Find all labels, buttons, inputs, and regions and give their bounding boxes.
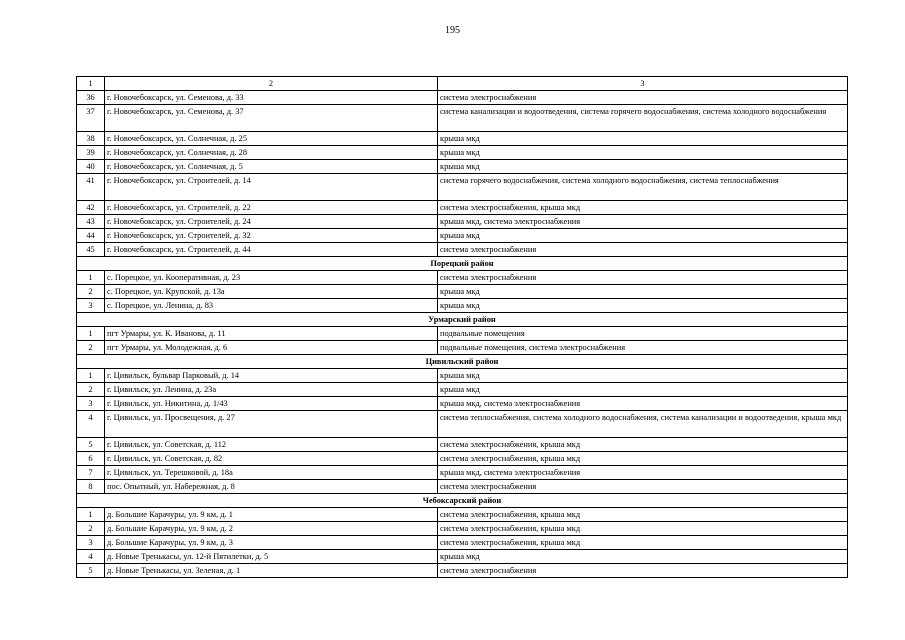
row-systems: крыша мкд, система электроснабжения <box>438 397 848 411</box>
row-systems: система электроснабжения, крыша мкд <box>438 536 848 550</box>
table-row <box>77 397 848 411</box>
table-row <box>77 105 848 132</box>
row-address: д. Новые Тренькасы, ул. 12-й Пятилетки, д. 5 <box>105 550 438 564</box>
row-number: 41 <box>77 174 105 201</box>
table-row <box>77 299 848 313</box>
row-systems: система теплоснабжения, система холодного водоснабжения, система канализации и водоотведения, крыша мкд <box>438 411 848 438</box>
row-systems: крыша мкд, система электроснабжения <box>438 466 848 480</box>
row-address: д. Большие Карачуры, ул. 9 км, д. 1 <box>105 508 438 522</box>
row-systems: система электроснабжения <box>438 271 848 285</box>
district-name: Чебоксарский район <box>77 494 848 508</box>
row-number: 7 <box>77 466 105 480</box>
table-row <box>77 243 848 257</box>
row-address: д. Большие Карачуры, ул. 9 км, д. 2 <box>105 522 438 536</box>
row-number: 2 <box>77 341 105 355</box>
row-address: г. Новочебоксарск, ул. Строителей, д. 44 <box>105 243 438 257</box>
row-systems: система канализации и водоотведения, система горячего водоснабжения, система холодного водоснабжения <box>438 105 848 132</box>
row-address: с. Порецкое, ул. Ленина, д. 83 <box>105 299 438 313</box>
table-row <box>77 438 848 452</box>
row-number: 1 <box>77 327 105 341</box>
row-systems: крыша мкд, система электроснабжения <box>438 215 848 229</box>
header-col-address: 2 <box>105 77 438 91</box>
building-table <box>76 76 848 578</box>
row-address: г. Цивильск, ул. Ленина, д. 23а <box>105 383 438 397</box>
table-row <box>77 91 848 105</box>
row-systems: крыша мкд <box>438 550 848 564</box>
row-systems: система электроснабжения, крыша мкд <box>438 452 848 466</box>
table-row <box>77 146 848 160</box>
row-systems: крыша мкд <box>438 160 848 174</box>
row-number: 2 <box>77 383 105 397</box>
row-address: г. Цивильск, ул. Никитина, д. 1/43 <box>105 397 438 411</box>
district-name: Урмарский район <box>77 313 848 327</box>
row-number: 4 <box>77 411 105 438</box>
row-number: 1 <box>77 369 105 383</box>
row-number: 5 <box>77 564 105 578</box>
row-address: г. Новочебоксарск, ул. Солнечная, д. 25 <box>105 132 438 146</box>
row-number: 44 <box>77 229 105 243</box>
row-systems: подвальные помещения, система электроснабжения <box>438 341 848 355</box>
table-row <box>77 215 848 229</box>
table-row <box>77 174 848 201</box>
table-row <box>77 522 848 536</box>
row-number: 40 <box>77 160 105 174</box>
table-row <box>77 271 848 285</box>
row-systems: система горячего водоснабжения, система холодного водоснабжения, система теплоснабжения <box>438 174 848 201</box>
row-address: пос. Опытный, ул. Набережная, д. 8 <box>105 480 438 494</box>
table-row <box>77 480 848 494</box>
row-address: г. Новочебоксарск, ул. Семенова, д. 37 <box>105 105 438 132</box>
row-number: 38 <box>77 132 105 146</box>
header-col-number: 1 <box>77 77 105 91</box>
row-systems: крыша мкд <box>438 132 848 146</box>
row-address: д. Новые Тренькасы, ул. Зеленая, д. 1 <box>105 564 438 578</box>
row-address: г. Новочебоксарск, ул. Строителей, д. 22 <box>105 201 438 215</box>
table-row <box>77 466 848 480</box>
row-systems: система электроснабжения <box>438 243 848 257</box>
row-number: 3 <box>77 536 105 550</box>
district-header-row <box>77 355 848 369</box>
row-address: г. Цивильск, ул. Советская, д. 82 <box>105 452 438 466</box>
row-systems: система электроснабжения, крыша мкд <box>438 201 848 215</box>
row-address: г. Новочебоксарск, ул. Строителей, д. 14 <box>105 174 438 201</box>
table-row <box>77 341 848 355</box>
table-row <box>77 327 848 341</box>
table-body <box>77 77 848 578</box>
row-systems: крыша мкд <box>438 299 848 313</box>
row-number: 2 <box>77 285 105 299</box>
row-systems: система электроснабжения, крыша мкд <box>438 438 848 452</box>
row-number: 45 <box>77 243 105 257</box>
row-address: г. Новочебоксарск, ул. Строителей, д. 32 <box>105 229 438 243</box>
district-header-row <box>77 257 848 271</box>
table-header-row <box>77 77 848 91</box>
district-header-row <box>77 494 848 508</box>
row-systems: система электроснабжения, крыша мкд <box>438 508 848 522</box>
row-number: 6 <box>77 452 105 466</box>
row-number: 1 <box>77 508 105 522</box>
row-number: 3 <box>77 397 105 411</box>
row-number: 43 <box>77 215 105 229</box>
row-number: 39 <box>77 146 105 160</box>
row-address: г. Цивильск, ул. Советская, д. 112 <box>105 438 438 452</box>
row-systems: система электроснабжения <box>438 91 848 105</box>
row-systems: система электроснабжения <box>438 564 848 578</box>
table-row <box>77 229 848 243</box>
page-number: 195 <box>445 25 460 36</box>
row-systems: крыша мкд <box>438 229 848 243</box>
table-row <box>77 383 848 397</box>
row-address: г. Новочебоксарск, ул. Строителей, д. 24 <box>105 215 438 229</box>
table-row <box>77 564 848 578</box>
row-number: 36 <box>77 91 105 105</box>
row-address: пгт Урмары, ул. К. Иванова, д. 11 <box>105 327 438 341</box>
table-row <box>77 132 848 146</box>
row-number: 5 <box>77 438 105 452</box>
row-systems: система электроснабжения <box>438 480 848 494</box>
row-number: 4 <box>77 550 105 564</box>
district-name: Цивильский район <box>77 355 848 369</box>
table-row <box>77 201 848 215</box>
row-number: 8 <box>77 480 105 494</box>
row-address: с. Порецкое, ул. Кооперативная, д. 23 <box>105 271 438 285</box>
row-address: г. Новочебоксарск, ул. Семенова, д. 33 <box>105 91 438 105</box>
row-address: д. Большие Карачуры, ул. 9 км, д. 3 <box>105 536 438 550</box>
row-address: г. Цивильск, ул. Терешковой, д. 18а <box>105 466 438 480</box>
row-address: г. Цивильск, бульвар Парковый, д. 14 <box>105 369 438 383</box>
district-header-row <box>77 313 848 327</box>
table-row <box>77 550 848 564</box>
row-number: 3 <box>77 299 105 313</box>
row-systems: крыша мкд <box>438 146 848 160</box>
district-name: Порецкий район <box>77 257 848 271</box>
table-row <box>77 285 848 299</box>
row-address: с. Порецкое, ул. Крупской, д. 13а <box>105 285 438 299</box>
row-number: 2 <box>77 522 105 536</box>
table-row <box>77 452 848 466</box>
table-row <box>77 508 848 522</box>
row-number: 42 <box>77 201 105 215</box>
row-address: г. Новочебоксарск, ул. Солнечная, д. 5 <box>105 160 438 174</box>
row-systems: подвальные помещения <box>438 327 848 341</box>
row-address: пгт Урмары, ул. Молодежная, д. 6 <box>105 341 438 355</box>
table-row <box>77 411 848 438</box>
table-row <box>77 536 848 550</box>
row-number: 1 <box>77 271 105 285</box>
row-address: г. Новочебоксарск, ул. Солнечная, д. 28 <box>105 146 438 160</box>
header-col-systems: 3 <box>438 77 848 91</box>
row-systems: система электроснабжения, крыша мкд <box>438 522 848 536</box>
row-systems: крыша мкд <box>438 383 848 397</box>
table-row <box>77 160 848 174</box>
row-number: 37 <box>77 105 105 132</box>
row-systems: крыша мкд <box>438 369 848 383</box>
table-row <box>77 369 848 383</box>
row-address: г. Цивильск, ул. Просвещения, д. 27 <box>105 411 438 438</box>
row-systems: крыша мкд <box>438 285 848 299</box>
